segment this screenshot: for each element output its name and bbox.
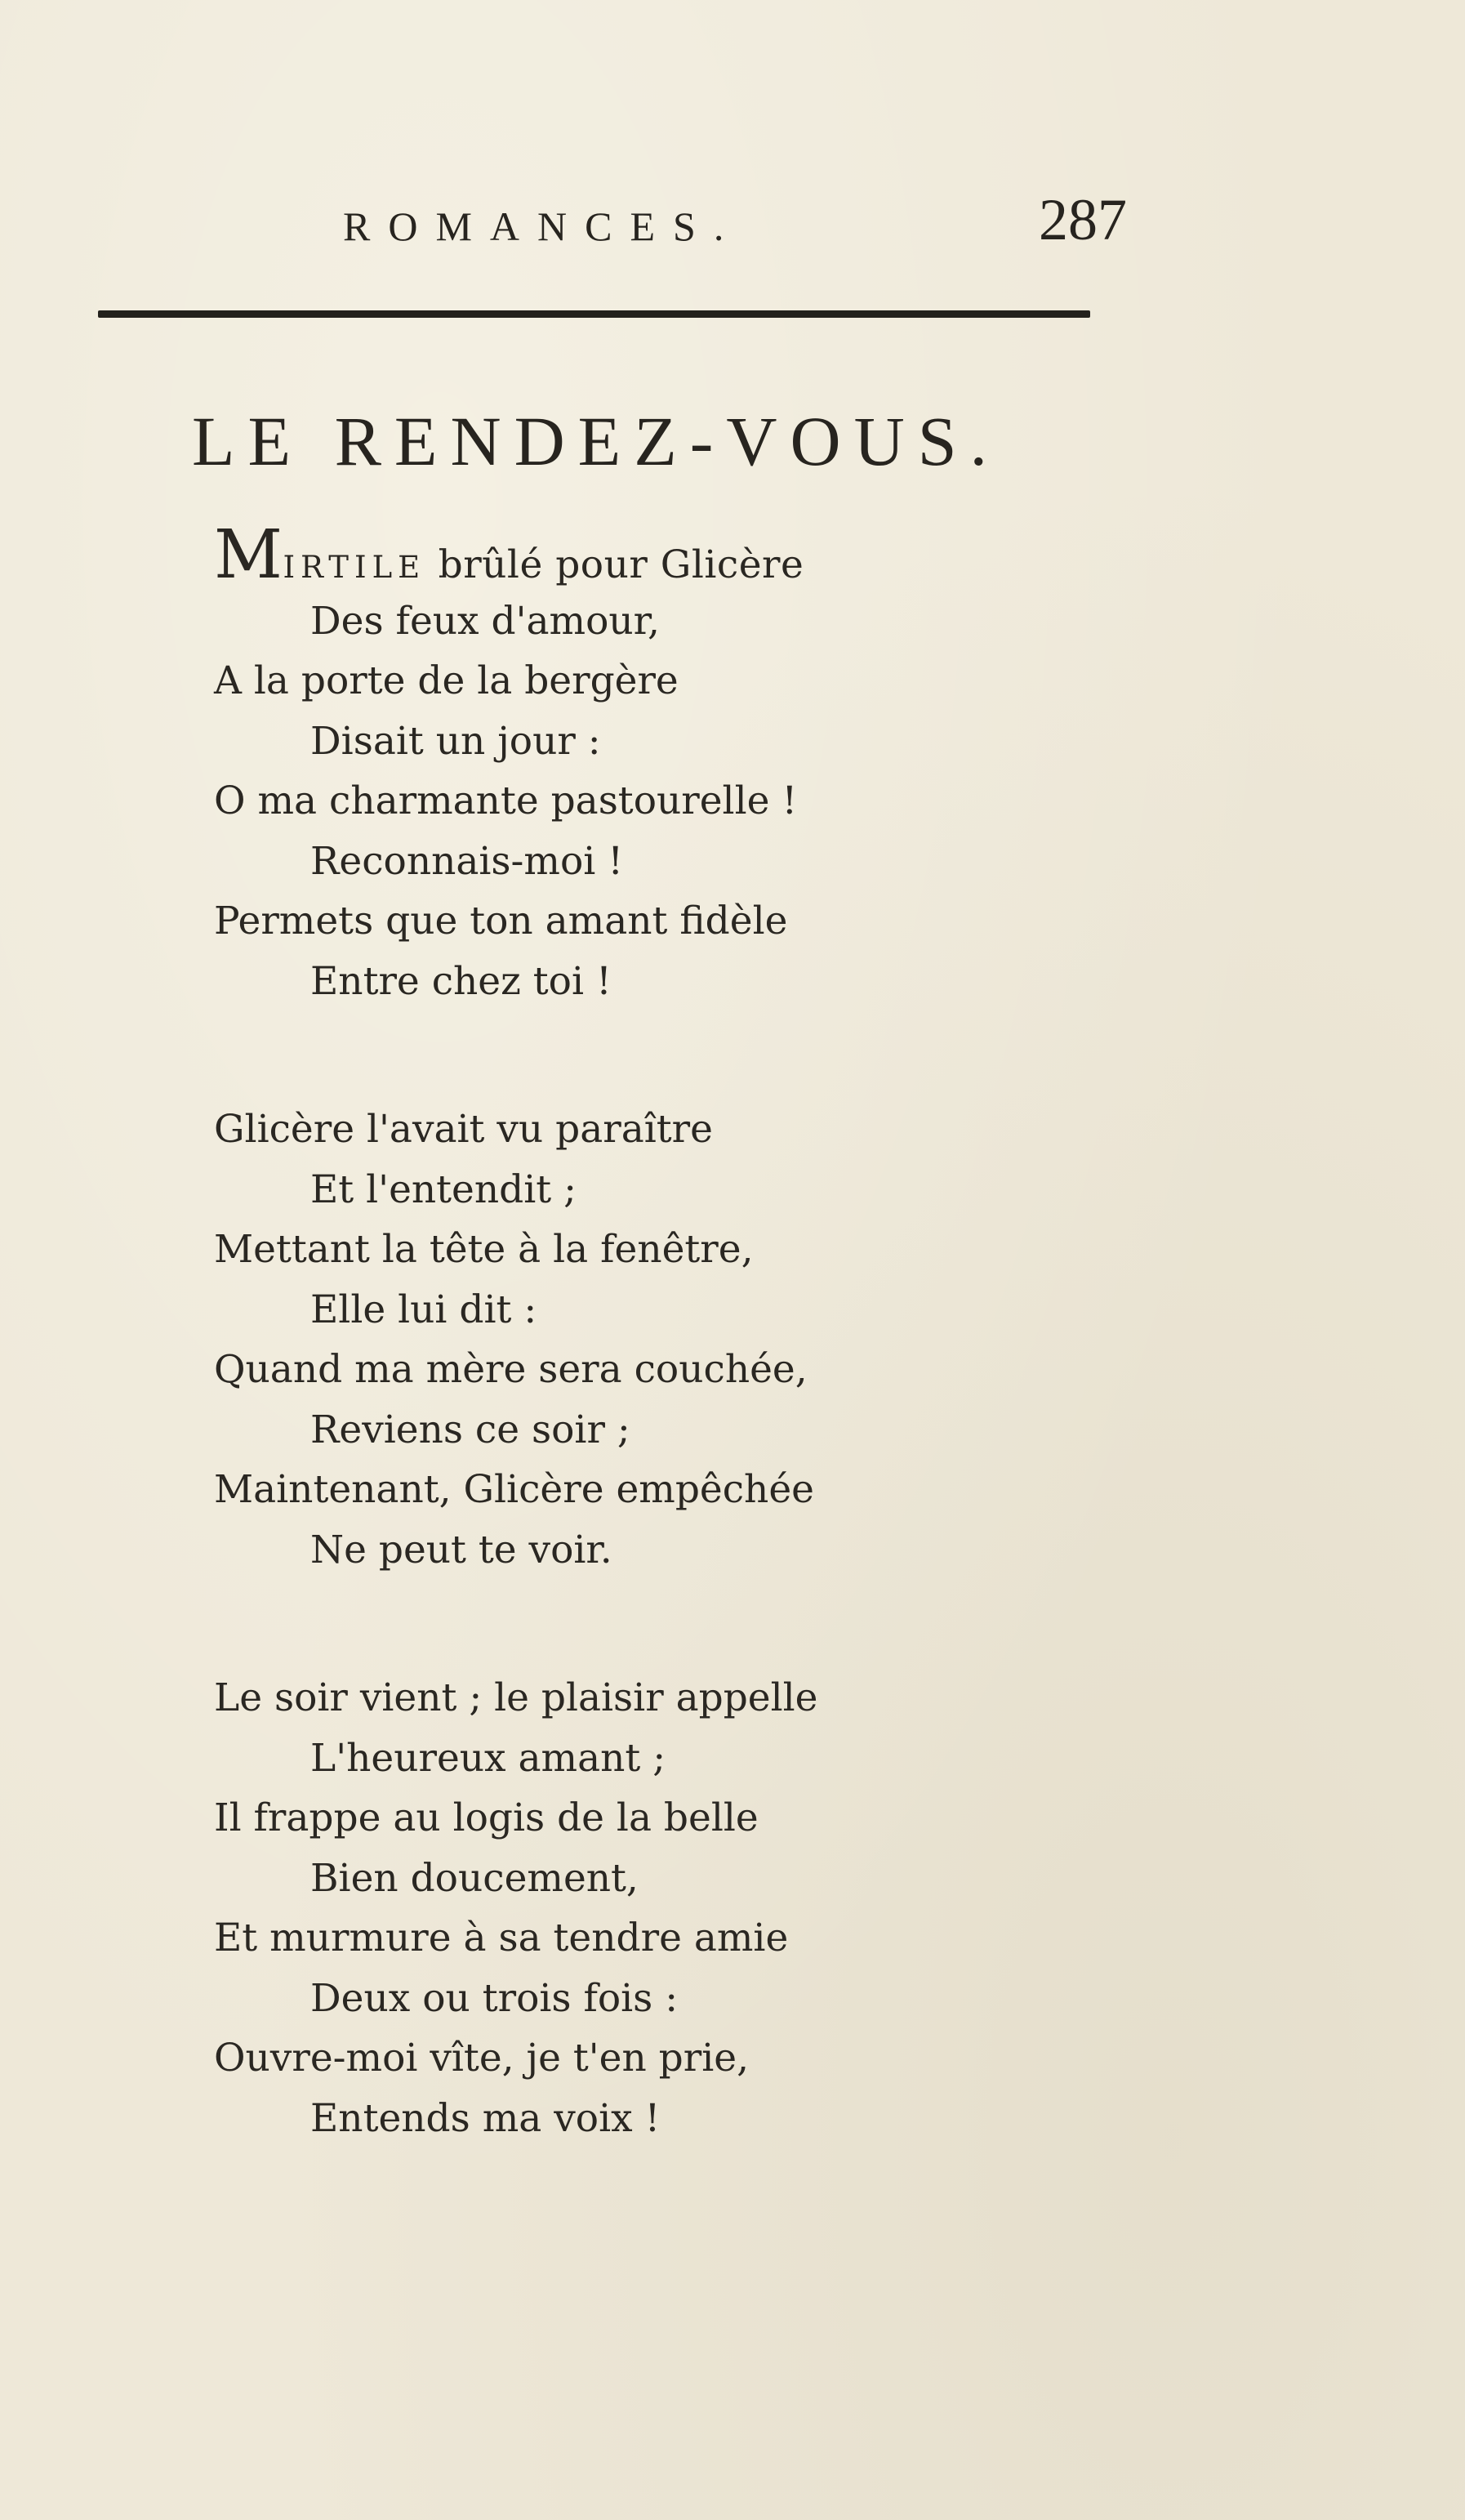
poem-line: Ouvre-moi vîte, je t'en prie, (214, 2036, 750, 2081)
poem-line: Quand ma mère sera couchée, (214, 1347, 808, 1392)
poem-line-text: brûlé pour Glicère (425, 542, 804, 587)
poem-line: Et l'entendit ; (310, 1166, 577, 1212)
poem-line: Le soir vient ; le plaisir appelle (214, 1675, 818, 1720)
poem-line: Disait un jour : (310, 718, 601, 764)
header-rule (98, 310, 1090, 318)
poem-body (214, 516, 1194, 2237)
poem-line: Reconnais-moi ! (310, 838, 624, 884)
running-title: ROMANCES. (343, 203, 742, 249)
poem-line: Entre chez toi ! (310, 958, 612, 1004)
poem-line: Ne peut te voir. (310, 1527, 612, 1572)
poem-line: O ma charmante pastourelle ! (214, 778, 798, 823)
poem-line: Il frappe au logis de la belle (214, 1795, 759, 1840)
name-smallcaps: IRTILE (283, 550, 426, 585)
poem-line: L'heureux amant ; (310, 1735, 666, 1781)
poem-line: Elle lui dit : (310, 1287, 537, 1332)
poem-line: Entends ma voix ! (310, 2095, 661, 2141)
poem-line: Des feux d'amour, (310, 598, 660, 644)
poem-line: A la porte de la bergère (214, 658, 679, 703)
poem-line: Maintenant, Glicère empêchée (214, 1467, 814, 1512)
poem-line: Et murmure à sa tendre amie (214, 1916, 789, 1960)
stanza-2 (214, 1099, 1194, 1580)
poem-line: Reviens ce soir ; (310, 1407, 630, 1452)
page-number: 287 (1039, 187, 1127, 252)
poem-line: Deux ou trois fois : (310, 1975, 679, 2021)
poem-line: Glicère l'avait vu paraître (214, 1107, 713, 1152)
poem-line (214, 516, 1194, 594)
stanza-3 (214, 1668, 1194, 2148)
poem-line: Permets que ton amant fidèle (214, 899, 788, 943)
drop-cap: M (214, 516, 283, 594)
stanza-1 (214, 516, 1194, 1011)
page-header (343, 186, 1127, 260)
poem-line: Bien doucement, (310, 1855, 639, 1901)
poem-line: Mettant la tête à la fenêtre, (214, 1227, 754, 1272)
poem-title: LE RENDEZ-VOUS. (192, 402, 1001, 480)
